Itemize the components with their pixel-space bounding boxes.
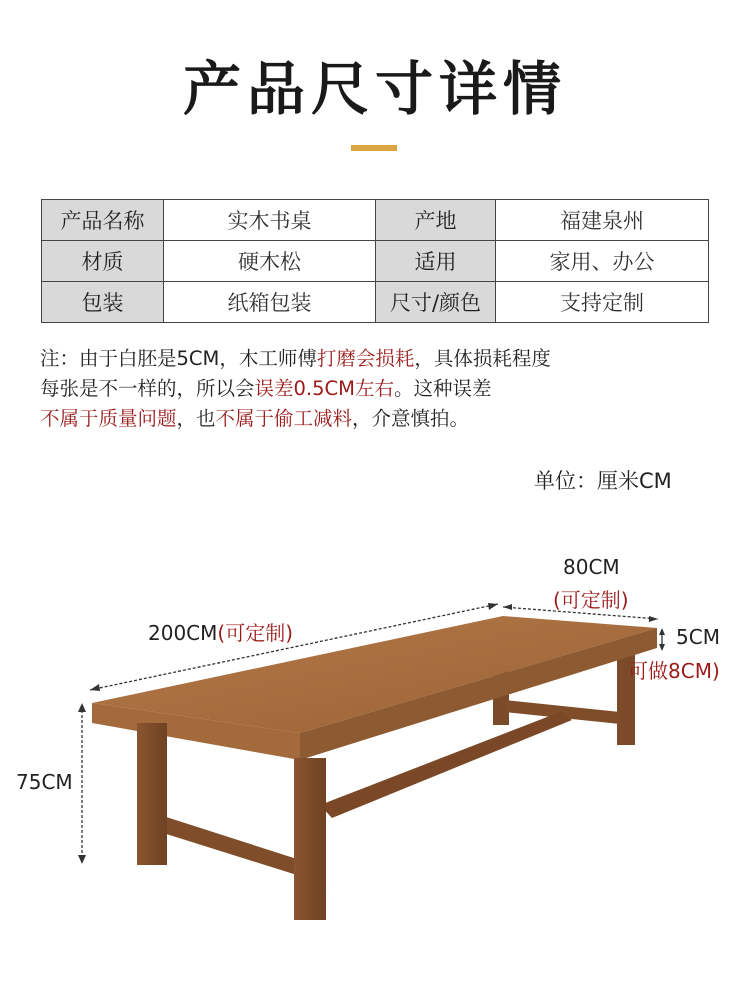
- disclaimer-note: [40, 344, 720, 434]
- note-highlight: 不属于偷工减料: [215, 407, 353, 430]
- spec-key: 尺寸/颜色: [376, 282, 496, 323]
- spec-key: 包装: [42, 282, 164, 323]
- spec-table: [41, 199, 709, 323]
- spec-value: 实木书桌: [164, 200, 376, 241]
- spec-key: 产品名称: [42, 200, 164, 241]
- spec-value: 福建泉州: [496, 200, 709, 241]
- length-note: (可定制): [217, 621, 294, 645]
- front-stretcher: [160, 815, 300, 876]
- spec-key: 适用: [376, 241, 496, 282]
- desk-illustration: [0, 500, 750, 940]
- width-note: (可定制): [553, 588, 629, 612]
- spec-key: 材质: [42, 241, 164, 282]
- note-highlight: 误差0.5CM左右: [254, 377, 394, 400]
- note-highlight: 不属于质量问题: [40, 407, 177, 430]
- thickness-note: 可做8CM): [628, 659, 720, 683]
- spec-value: 支持定制: [496, 282, 709, 323]
- length-label: [148, 617, 293, 646]
- note-text: ，介意慎拍。: [352, 407, 470, 430]
- note-text: ，也: [176, 407, 216, 430]
- note-text: 注：由于白胚是5CM，木工师傅: [40, 347, 317, 370]
- spec-key: 产地: [376, 200, 496, 241]
- note-text: ，具体损耗程度: [414, 347, 551, 370]
- spec-value: 硬木松: [164, 241, 376, 282]
- front-right-leg: [294, 758, 326, 920]
- page-title: 产品尺寸详情: [182, 55, 567, 123]
- front-left-leg: [137, 723, 167, 865]
- table-row: [42, 200, 709, 241]
- note-text: 每张是不一样的，所以会: [40, 377, 255, 400]
- spec-value: 家用、办公: [496, 241, 709, 282]
- width-value: 80CM: [563, 555, 620, 579]
- spec-value: 纸箱包装: [164, 282, 376, 323]
- table-row: [42, 282, 709, 323]
- length-value: 200CM: [148, 621, 218, 645]
- table-row: [42, 241, 709, 282]
- title-underline: [351, 145, 397, 151]
- note-highlight: 打磨会损耗: [316, 347, 415, 370]
- note-text: 。这种误差: [393, 377, 492, 400]
- height-value: 75CM: [16, 770, 73, 794]
- thickness-value: 5CM: [676, 625, 720, 649]
- unit-label: 单位：厘米CM: [534, 469, 672, 493]
